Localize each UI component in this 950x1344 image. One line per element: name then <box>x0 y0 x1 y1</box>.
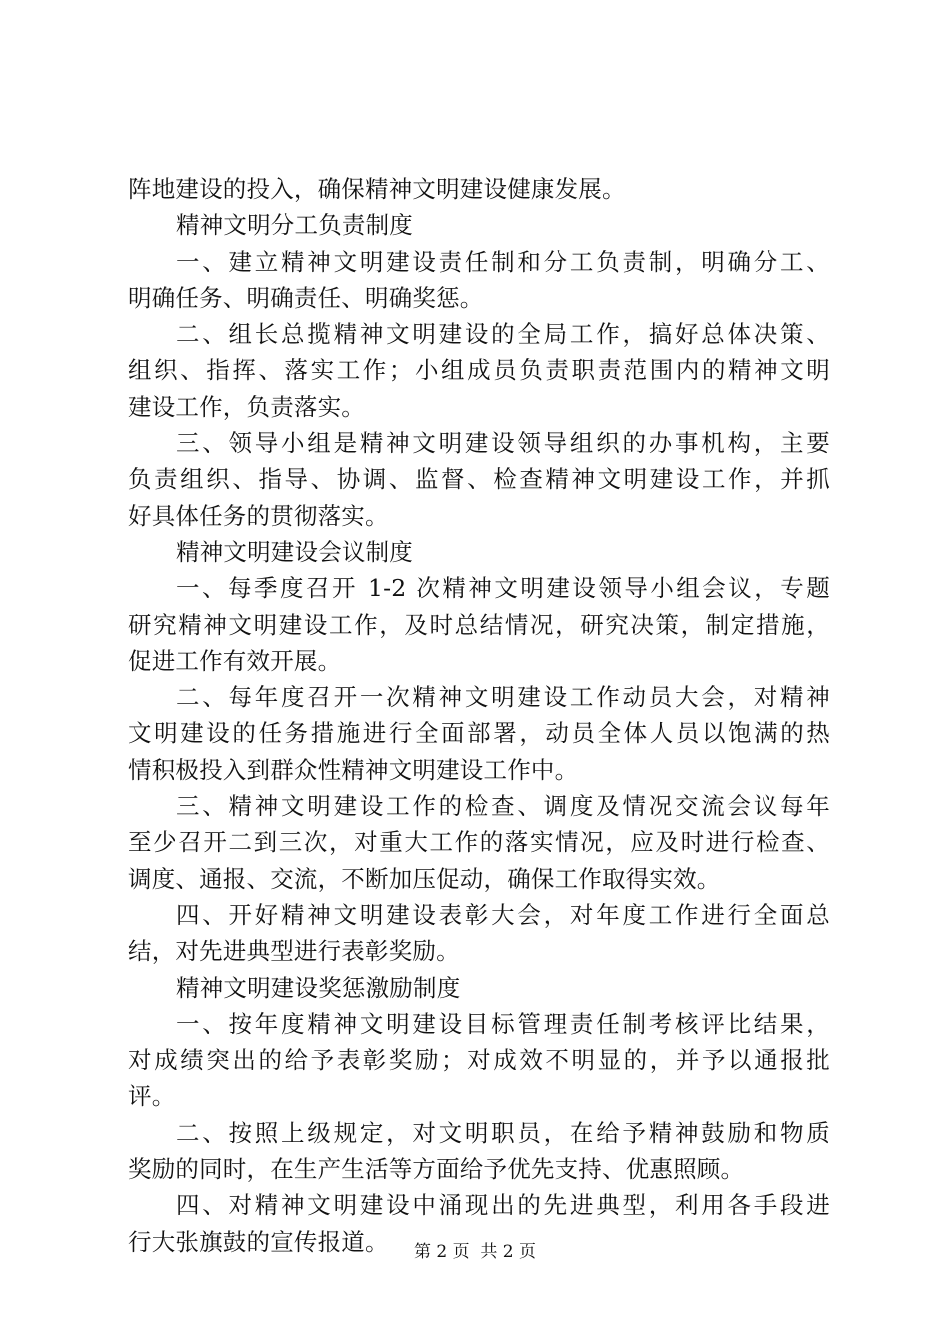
body-line: 明确任务、明确责任、明确奖惩。 <box>128 283 484 312</box>
body-line: 至少召开二到三次，对重大工作的落实情况，应及时进行检查、 <box>128 828 830 857</box>
body-line: 文明建设的任务措施进行全面部署，动员全体人员以饱满的热 <box>128 719 830 748</box>
body-line: 三、精神文明建设工作的检查、调度及情况交流会议每年 <box>176 792 830 821</box>
body-line: 对成绩突出的给予表彰奖励；对成效不明显的，并予以通报批 <box>128 1046 830 1075</box>
body-line: 三、领导小组是精神文明建设领导组织的办事机构，主要 <box>176 429 830 458</box>
body-line: 研究精神文明建设工作，及时总结情况，研究决策，制定措施， <box>128 610 830 639</box>
section-heading: 精神文明分工负责制度 <box>176 211 413 240</box>
body-line: 二、按照上级规定，对文明职员，在给予精神鼓励和物质 <box>176 1118 830 1147</box>
page-number-footer: 第 2 页 共 2 页 <box>413 1242 537 1262</box>
body-line: 一、按年度精神文明建设目标管理责任制考核评比结果， <box>176 1009 830 1038</box>
body-line: 阵地建设的投入，确保精神文明建设健康发展。 <box>128 175 626 203</box>
body-line: 情积极投入到群众性精神文明建设工作中。 <box>128 755 579 784</box>
body-line: 一、每季度召开 1-2 次精神文明建设领导小组会议，专题 <box>176 574 830 603</box>
body-line: 调度、通报、交流，不断加压促动，确保工作取得实效。 <box>128 864 721 893</box>
body-line: 组织、指挥、落实工作；小组成员负责职责范围内的精神文明 <box>128 356 830 385</box>
section-heading: 精神文明建设奖惩激励制度 <box>176 973 461 1002</box>
body-line: 行大张旗鼓的宣传报道。 <box>128 1227 389 1256</box>
body-line: 评。 <box>128 1082 176 1111</box>
body-line: 建设工作，负责落实。 <box>128 392 365 421</box>
body-line: 负责组织、指导、协调、监督、检查精神文明建设工作，并抓 <box>128 465 830 494</box>
body-line: 促进工作有效开展。 <box>128 646 342 675</box>
body-line: 四、对精神文明建设中涌现出的先进典型，利用各手段进 <box>176 1191 830 1220</box>
body-line: 一、建立精神文明建设责任制和分工负责制，明确分工、 <box>176 247 830 276</box>
document-body <box>128 171 830 1260</box>
body-line: 二、组长总揽精神文明建设的全局工作，搞好总体决策、 <box>176 320 830 349</box>
body-line: 二、每年度召开一次精神文明建设工作动员大会，对精神 <box>176 683 830 712</box>
body-line: 四、开好精神文明建设表彰大会，对年度工作进行全面总 <box>176 900 830 929</box>
body-line: 好具体任务的贯彻落实。 <box>128 501 389 530</box>
body-line: 结，对先进典型进行表彰奖励。 <box>128 937 460 966</box>
body-line: 奖励的同时，在生产生活等方面给予优先支持、优惠照顾。 <box>128 1155 745 1184</box>
section-heading: 精神文明建设会议制度 <box>176 537 413 566</box>
